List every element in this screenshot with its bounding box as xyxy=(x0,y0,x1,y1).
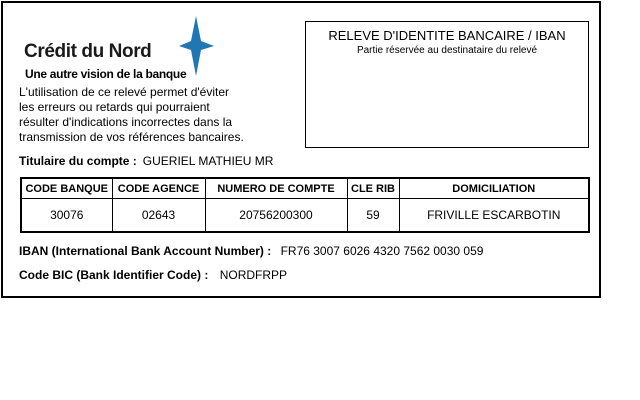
notice-line: résulter d'indications incorrectes dans la xyxy=(19,115,233,129)
bank-details-table xyxy=(20,177,590,233)
cell-numero-compte: 20756200300 xyxy=(205,199,347,233)
bic-label: Code BIC (Bank Identifier Code) : xyxy=(19,268,209,282)
cell-cle-rib: 59 xyxy=(347,199,399,233)
header-code-banque: CODE BANQUE xyxy=(21,178,112,199)
table-header-row xyxy=(21,178,589,199)
header-code-agence: CODE AGENCE xyxy=(112,178,205,199)
account-holder-label: Titulaire du compte : xyxy=(19,154,137,168)
bank-tagline: Une autre vision de la banque xyxy=(25,67,187,81)
cell-code-agence: 02643 xyxy=(112,199,205,233)
rib-subtitle: Partie réservée au destinataire du relevé xyxy=(356,45,538,56)
header-numero-compte: NUMERO DE COMPTE xyxy=(205,178,347,199)
bic-line xyxy=(19,268,287,282)
notice-line: transmission de vos références bancaires. xyxy=(19,130,244,144)
notice-text xyxy=(19,85,269,145)
rib-header-box xyxy=(305,21,589,148)
rib-title: RELEVE D'IDENTITE BANCAIRE / IBAN xyxy=(328,28,566,43)
notice-line: L'utilisation de ce relevé permet d'éviter xyxy=(19,85,230,99)
cell-domiciliation: FRIVILLE ESCARBOTIN xyxy=(399,199,589,233)
header-cle-rib: CLE RIB xyxy=(347,178,399,199)
header-domiciliation: DOMICILIATION xyxy=(399,178,589,199)
notice-line: les erreurs ou retards qui pourraient xyxy=(19,100,210,114)
cell-code-banque: 30076 xyxy=(21,199,112,233)
table-row xyxy=(21,199,589,233)
bank-logo-name: Crédit du Nord xyxy=(24,41,152,62)
iban-value: FR76 3007 6026 4320 7562 0030 059 xyxy=(280,244,484,258)
rib-document xyxy=(1,1,601,298)
account-holder-value: GUERIEL MATHIEU MR xyxy=(142,154,274,168)
iban-line xyxy=(19,244,483,258)
bic-value: NORDFRPP xyxy=(219,268,288,282)
account-holder xyxy=(19,154,273,168)
iban-label: IBAN (International Bank Account Number) : xyxy=(19,244,272,258)
